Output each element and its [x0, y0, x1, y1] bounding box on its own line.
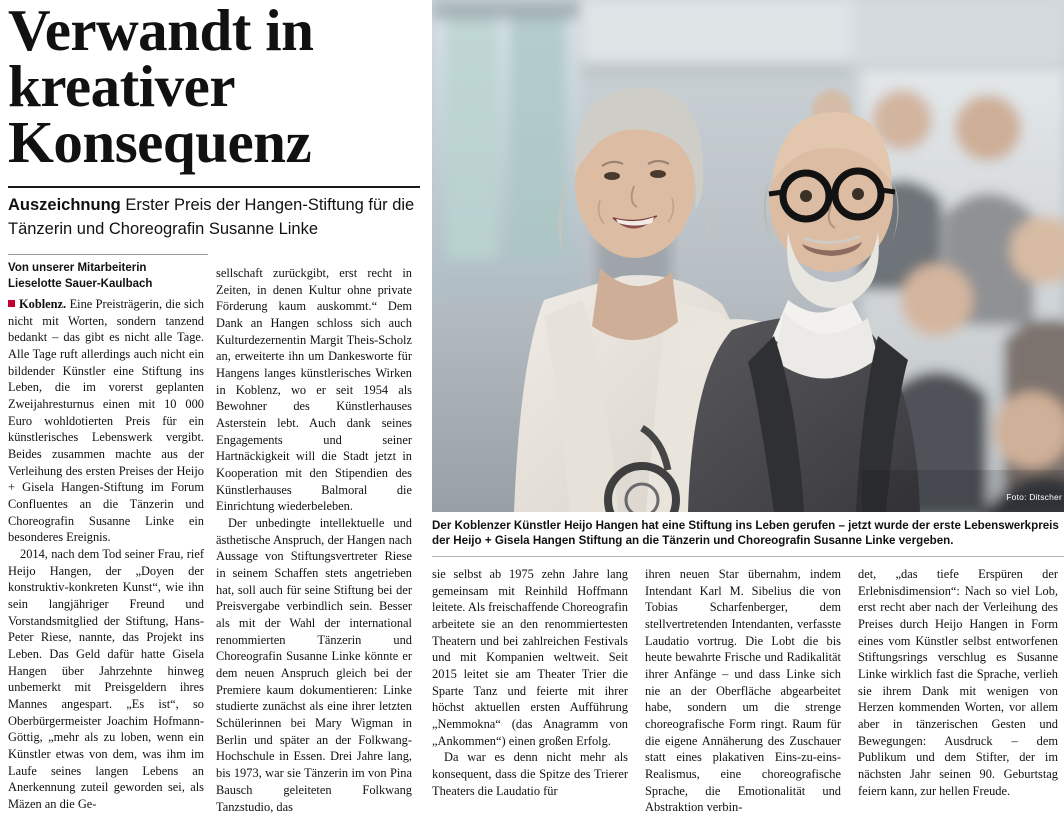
byline-line-2: Lieselotte Sauer-Kaulbach [8, 277, 153, 290]
headline-line-3: Konsequenz [8, 109, 312, 176]
subheadline-text: Erster Preis der Hangen-Stiftung für die Tänzerin und Choreografin Susanne Linke [8, 196, 415, 238]
article-column-1 [8, 296, 204, 813]
byline-line-1: Von unserer Mitarbeiterin [8, 262, 147, 274]
article-paragraph: det, „das tiefe Erspüren der Erlebnisdimension“: Nach so viel Lob, erst recht aber nach der Verleihung des Preises durch Heijo Hangen in Form eines vom Künstler selbst entworfenen Stiftungsrings verschlug es Susanne Linke wirklich fast die Sprache, verlieh sie ihrem Dank mit wenigen von Herzen kommenden Worten, vor allem aber in tänzerischen Gesten und Bewegungen: Ausdruck – dem Publikum und dem Stifter, der im nächsten Jahr seinen 90. Geburtstag feiern kann, zur hellen Freude. [858, 567, 1058, 798]
headline-line-1: Verwandt in [8, 0, 314, 63]
headline-divider [8, 186, 420, 188]
photo-caption: Der Koblenzer Künstler Heijo Hangen hat eine Stiftung ins Leben gerufen – jetzt wurde der erste Lebenswerkpreis der Heijo + Gisela Hangen Stiftung an die Tänzerin und Choreografin Susanne Linke vergeben. [432, 519, 1059, 548]
byline-divider [8, 254, 208, 255]
article-column-4 [645, 566, 841, 816]
dateline: Koblenz. [19, 297, 67, 311]
subheadline-kicker: Auszeichnung [8, 196, 121, 214]
article-paragraph [8, 296, 204, 546]
article-column-5 [858, 566, 1058, 799]
photo-image [432, 0, 1064, 512]
photo-credit: Foto: Ditscher [1006, 492, 1062, 502]
article-paragraph: 2014, nach dem Tod seiner Frau, rief Heijo Hangen, der „Doyen der konstruktiv-konkreten Kunst“, wie ihn sein langjähriger Freund und Vorstandsmitglied der Stiftung, Hans-Peter Riese, nannte, das Projekt ins Leben. Das Geld dafür hatte Gisela Hangen über Jahrzehnte hinweg unbemerkt mit Preisgeldern ihres Mannes angespart. „Es ist“, so Oberbürgermeister Joachim Hofmann-Göttig, „mehr als zu loben, wenn ein Künstler etwas von dem, was ihm im Laufe seines langen Lebens an Anerkennung zuteil geworden sei, als Mäzen an die Ge- [8, 547, 204, 812]
byline [8, 261, 208, 292]
article-column-2 [216, 265, 412, 815]
article-paragraph: Der unbedingte intellektuelle und ästhetische Anspruch, der Hangen nach Aussage von Stiftungsvertreter Riese in seinem Schaffen stets angetrieben hat, soll auch für seine Stiftung bei der Preisvergabe verbindlich sein. Besser als mit der Wahl der international renommierten Tänzerin und Choreografin Susanne Linke könnte er dem neuen Anspruch gleich bei der Premiere kaum dokumentieren: Linke studierte zunächst als eine ihrer letzten Schülerinnen bei Mary Wigman in Berlin und später an der Folkwang-Hochschule in Essen. Drei Jahre lang, bis 1973, war sie Tänzerin im von Pina Bausch geleiteten Folkwang Tanzstudio, das [216, 516, 412, 814]
article-paragraph: ihren neuen Star übernahm, indem Intendant Karl M. Sibelius die von Tobias Scharfenberger, dem stellvertretenden Intendanten, verfasste Laudatio vortrug. Die Lobt die bis heute bewahrte Frische und Radikalität ihrer Anfänge – und dass Linke sich nie an der Oberfläche abgearbeitet habe, sondern um die strenge choreografische Form ringt. Raum für die eigene Annäherung des Zuschauer statt eines plakativen Eins-zu-eins-Realismus, eine choreografische Sprache, die Emotionalität und Abstraktion verbin- [645, 567, 841, 815]
paragraph-text: Eine Preisträgerin, die sich nicht mit Worten, sondern tanzend bedankt – das gibt es nicht alle Tage. Alle Tage ruft allerdings auch nicht ein bildender Künstler eine Stiftung ins Leben, die im vorerst geplanten Zweijahresturnus einen mit 10 000 Euro wohldotierten Preis für ein künstlerisches Lebenswerk vergibt. Beides zusammen machte aus der Verleihung des ersten Preises der Heijo + Gisela Hangen-Stiftung im Forum Confluentes an die Tänzerin und Choreografin Susanne Linke ein besonderes Ereignis. [8, 297, 204, 545]
article-paragraph: Da war es denn nicht mehr als konsequent, dass die Spitze des Trierer Theaters die Laudatio für [432, 750, 628, 798]
article-column-3 [432, 566, 628, 799]
article-paragraph: sellschaft zurückgibt, erst recht in Zeiten, in denen Kultur ohne private Förderung kaum auskommt.“ Dem Dank an Hangen schloss sich auch Kulturdezernentin Margit Theis-Scholz an, erweiterte ihn um Dankesworte für Hangens langes künstlerisches Wirken in Koblenz, wo er seit 1954 als Bewohner des Künstlerhauses Asterstein lebt. Auch dank seines Engagements und seiner Hartnäckigkeit will die Stadt jetzt in Kooperation mit den Stipendien des Künstlerhauses Balmoral die Einrichtung wiederbeleben. [216, 266, 412, 514]
red-square-icon [8, 300, 15, 307]
article-photo [432, 0, 1064, 512]
article-paragraph: sie selbst ab 1975 zehn Jahre lang gemeinsam mit Reinhild Hoffmann leitete. Als freischaffende Choreografin arbeitete sie an den renommiertesten Theatern und bei zahlreichen Festivals und mit Kompanien weltweit. Seit 2015 leitet sie am Theater Trier die Sparte Tanz und feierte mit ihrer höchst aktuellen ersten Aufführung „Nemmokna“ (das Anagramm von „Ankommen“) einen großen Erfolg. [432, 567, 628, 748]
page-title [8, 0, 418, 176]
caption-divider [432, 556, 1064, 557]
headline-block [8, 0, 418, 176]
subheadline [8, 194, 432, 242]
headline-line-2: kreativer [8, 53, 236, 120]
